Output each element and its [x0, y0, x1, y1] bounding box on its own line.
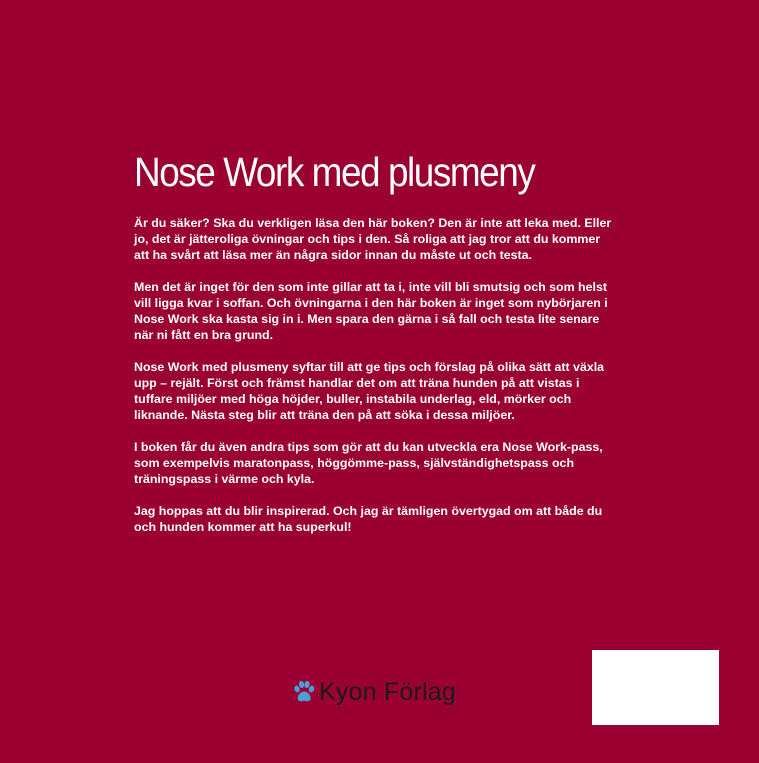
publisher-logo [293, 674, 456, 710]
blurb-paragraph: I boken får du även andra tips som gör att du kan utveckla era Nose Work-pass, som exempelvis maratonpass, höggömme-pass, självständighetspass och träningspass i värme och kyla. [134, 440, 603, 486]
blurb-paragraph: Jag hoppas att du blir inspirerad. Och jag är tämligen övertygad om att både du och hunden kommer att ha superkul! [134, 504, 603, 534]
blurb-paragraph: Men det är inget för den som inte gillar att ta i, inte vill bli smutsig och som helst vill ligga kvar i soffan. Och övningarna i den här boken är inget som nybörjaren i Nose Work ska kasta sig in i. Men spara den gärna i så fall och testa lite senare när ni fått en bra grund. [134, 280, 608, 342]
blurb-text [134, 215, 614, 551]
blurb-paragraph: Nose Work med plusmeny syftar till att ge tips och förslag på olika sätt att växla upp – rejält. Först och främst handlar det om att träna hunden på att vistas i tuffare miljöer med höga höjder, buller, instabila underlag, eld, mörker och liknande. Nästa steg blir att träna den på att söka i dessa miljöer. [134, 360, 605, 422]
publisher-name: Kyon Förlag [319, 678, 456, 706]
book-title: Nose Work med plusmeny [134, 149, 535, 195]
paw-icon [293, 680, 315, 704]
barcode-area [592, 650, 719, 725]
blurb-paragraph: Är du säker? Ska du verkligen läsa den här boken? Den är inte att leka med. Eller jo, det är jätteroliga övningar och tips i den. Så roliga att jag tror att du kommer att ha svårt att läsa mer än några sidor innan du måste ut och testa. [134, 216, 612, 262]
